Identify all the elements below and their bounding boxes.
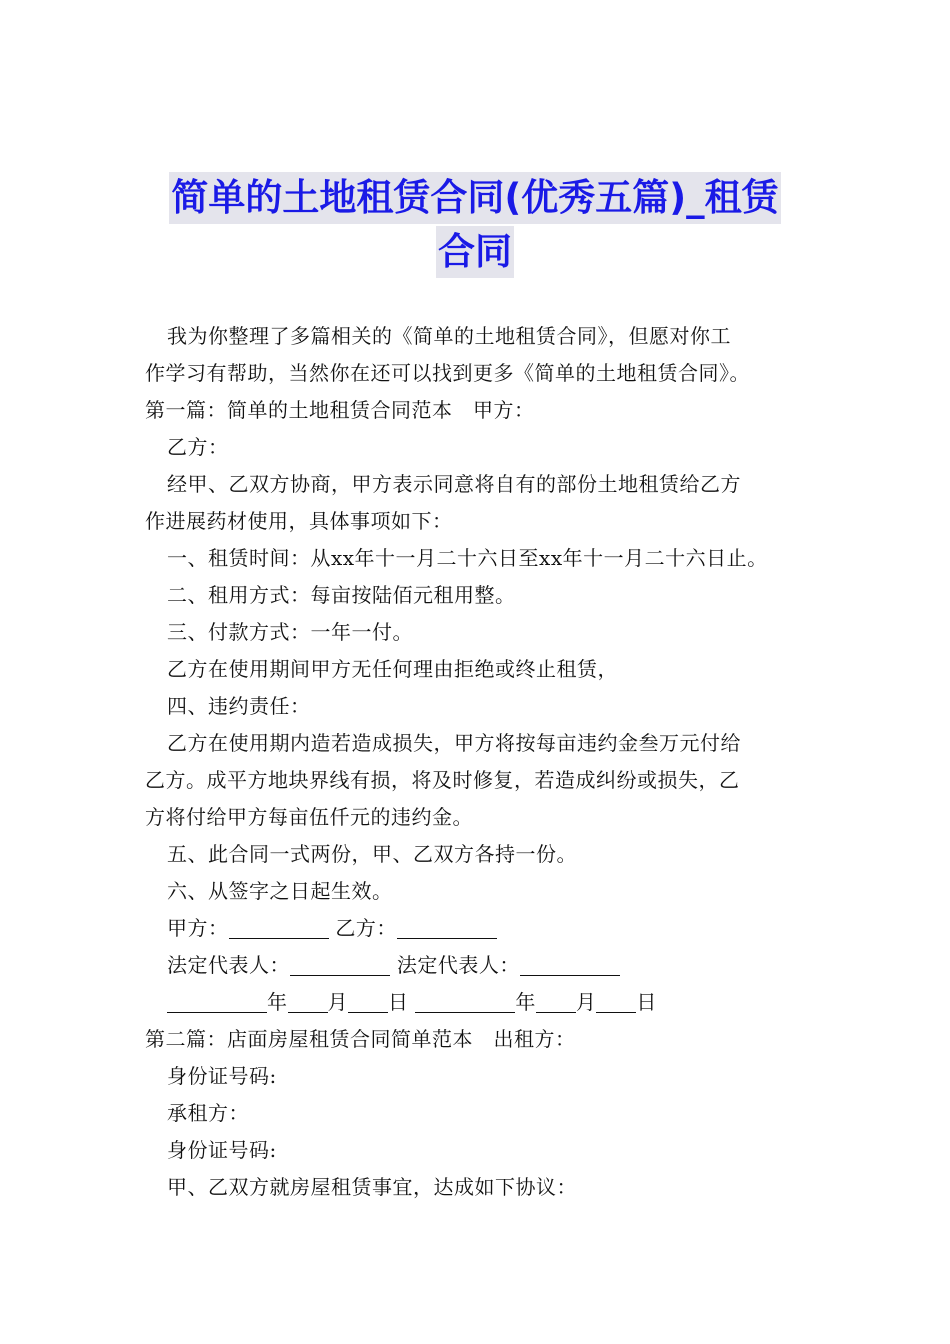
date-b-month-blank [536, 990, 576, 1013]
section-heading-1: 第一篇：简单的土地租赁合同范本 甲方： [145, 398, 535, 422]
lessor-id-label: 身份证号码: [167, 1064, 277, 1088]
rep-a-label: 法定代表人： [167, 953, 290, 977]
rep-b-blank [520, 953, 620, 976]
lessee-label: 承租方： [167, 1101, 249, 1125]
clause-1: 一、租赁时间：从xx年十一月二十六日至xx年十一月二十六日止。 [167, 546, 768, 570]
clause-4: 四、违约责任： [167, 694, 311, 718]
signature-parties-row [145, 910, 825, 947]
lessee-id-label: 身份证号码: [167, 1138, 277, 1162]
paragraph-liability-line-3: 方将付给甲方每亩伍仟元的违约金。 [145, 805, 473, 829]
section-heading-2: 第二篇：店面房屋租赁合同简单范本 出租方： [145, 1027, 576, 1051]
date-b-month-label: 月 [575, 990, 597, 1014]
party-b-label: 乙方： [167, 435, 229, 459]
date-b-day-label: 日 [636, 990, 657, 1014]
clause-3: 三、付款方式：一年一付。 [167, 620, 413, 644]
rep-b-label: 法定代表人： [396, 953, 520, 977]
date-a-day-blank [348, 990, 388, 1013]
title-line-1: 简单的土地租赁合同(优秀五篇)_租赁 [169, 172, 780, 224]
date-a-month-label: 月 [327, 990, 348, 1014]
date-b-year-blank [415, 990, 515, 1013]
party-b-sign-blank [397, 916, 497, 939]
paragraph-intro-line-2: 作学习有帮助，当然你在还可以找到更多《简单的土地租赁合同》。 [145, 361, 750, 385]
date-a-year-blank [167, 990, 267, 1013]
date-b-year-label: 年 [515, 990, 536, 1014]
signature-representatives-row [145, 947, 825, 984]
clause-5: 五、此合同一式两份，甲、乙双方各持一份。 [167, 842, 577, 866]
signature-date-row [145, 984, 825, 1021]
title-line-2: 合同 [436, 226, 514, 278]
agreement-intro: 甲、乙双方就房屋租赁事宜，达成如下协议： [167, 1175, 577, 1199]
paragraph-liability-line-2: 乙方。成平方地块界线有损，将及时修复，若造成纠纷或损失，乙 [145, 768, 740, 792]
document-title [0, 172, 950, 280]
clause-note: 乙方在使用期间甲方无任何理由拒绝或终止租赁， [167, 657, 618, 681]
paragraph-agreement-line-2: 作进展药材使用，具体事项如下： [145, 509, 453, 533]
rep-a-blank [290, 953, 390, 976]
paragraph-intro-line-1: 我为你整理了多篇相关的《简单的土地租赁合同》，但愿对你工 [167, 324, 731, 348]
paragraph-agreement-line-1: 经甲、乙双方协商，甲方表示同意将自有的部份土地租赁给乙方 [167, 472, 741, 496]
date-a-day-label: 日 [388, 990, 409, 1014]
party-b-sign-label: 乙方： [335, 916, 397, 940]
date-a-year-label: 年 [267, 990, 288, 1014]
party-a-sign-label: 甲方： [167, 916, 229, 940]
clause-6: 六、从签字之日起生效。 [167, 879, 393, 903]
document-body [145, 318, 825, 1206]
paragraph-liability-line-1: 乙方在使用期内造若造成损失，甲方将按每亩违约金叁万元付给 [167, 731, 741, 755]
party-a-sign-blank [229, 916, 329, 939]
date-b-day-blank [596, 990, 636, 1013]
date-a-month-blank [288, 990, 328, 1013]
clause-2: 二、租用方式：每亩按陆佰元租用整。 [167, 583, 516, 607]
